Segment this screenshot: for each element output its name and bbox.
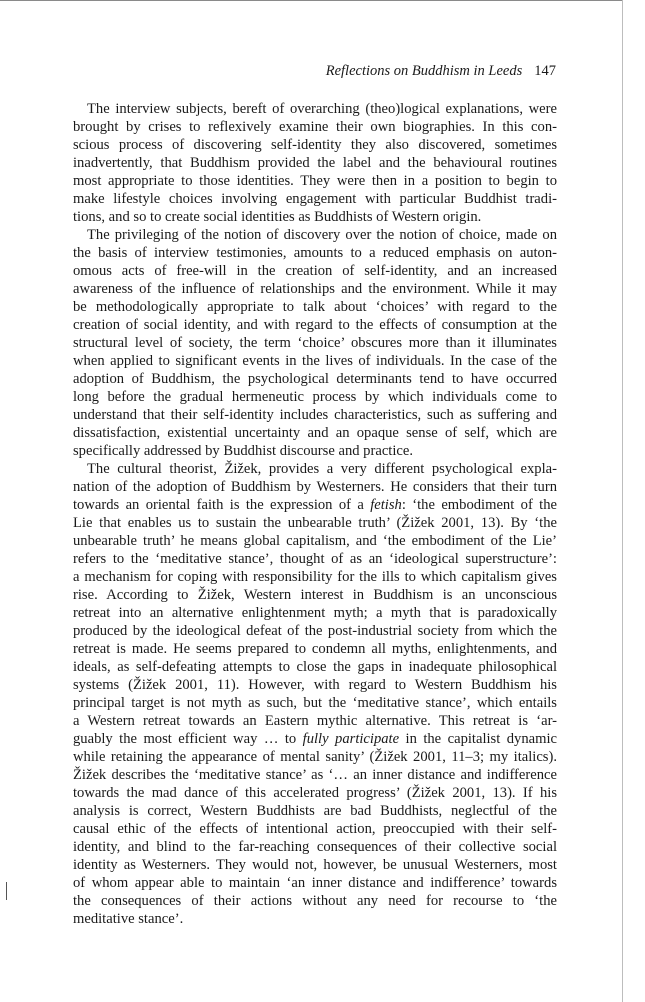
text-line: understand that their self-identity includes characteristics, such as suffering and xyxy=(73,407,557,423)
running-header xyxy=(74,62,556,80)
body-text xyxy=(73,100,557,928)
text-line: rise. According to Žižek, Western interest in Buddhism is an unconscious xyxy=(73,587,557,603)
text-line: analysis is correct, Western Buddhists are bad Buddhists, neglectful of the xyxy=(73,803,557,819)
text-line: scious process of discovering self-identity they also discovered, sometimes xyxy=(73,137,557,153)
text-line: Žižek describes the ‘meditative stance’ as ‘… an inner distance and indifference xyxy=(73,767,557,783)
text-line: a Western retreat towards an Eastern mythic alternative. This retreat is ‘ar- xyxy=(73,713,557,729)
text-line: a mechanism for coping with responsibility for the ills to which capitalism gives xyxy=(73,569,557,585)
text-line: The interview subjects, bereft of overarching (theo)logical explanations, were xyxy=(87,101,557,117)
text-line: The privileging of the notion of discovery over the notion of choice, made on xyxy=(87,227,557,243)
text-line: adoption of Buddhism, the psychological determinants tend to have occurred xyxy=(73,371,557,387)
text-line: unbearable truth’ he means global capitalism, and ‘the embodiment of the Lie’ xyxy=(73,533,557,549)
text-line: long before the gradual hermeneutic process by which individuals come to xyxy=(73,389,557,405)
paragraph xyxy=(73,226,557,460)
text-line: the consequences of their actions without any need for recourse to ‘the xyxy=(73,893,557,909)
text-line: awareness of the influence of relationships and the environment. While it may xyxy=(73,281,557,297)
text-line: the basis of interview testimonies, amounts to a reduced emphasis on auton- xyxy=(73,245,557,261)
text-line: identity as Westerners. They would not, however, be unusual Westerners, most xyxy=(73,857,557,873)
text-line: causal ethic of the effects of intentional action, preoccupied with their self- xyxy=(73,821,557,837)
text-line: retreat into an alternative enlightenment myth; a myth that is paradoxically xyxy=(73,605,557,621)
text-line: creation of social identity, and with regard to the effects of consumption at the xyxy=(73,317,557,333)
paragraph xyxy=(73,100,557,226)
text-line: inadvertently, that Buddhism provided the label and the behavioural routines xyxy=(73,155,557,171)
text-line: guably the most efficient way … to fully participate in the capitalist dynamic xyxy=(73,731,557,747)
text-line: ideals, as self-defeating attempts to close the gaps in inadequate philosophical xyxy=(73,659,557,675)
text-line: omous acts of free-will in the creation of self-identity, and an increased xyxy=(73,263,557,279)
text-line: refers to the ‘meditative stance’, thought of as an ‘ideological superstructure’: xyxy=(73,551,557,567)
text-line: specifically addressed by Buddhist discourse and practice. xyxy=(73,443,414,459)
text-line: nation of the adoption of Buddhism by Westerners. He considers that their turn xyxy=(73,479,557,495)
text-line: most appropriate to those identities. They were then in a position to begin to xyxy=(73,173,557,189)
text-line: brought by crises to reflexively examine their own biographies. In this con- xyxy=(73,119,557,135)
text-line: identity, and blind to the far-reaching consequences of their collective social xyxy=(73,839,557,855)
right-edge-rule xyxy=(622,0,623,1002)
text-line: principal target is not myth as such, but the ‘meditative stance’, which entails xyxy=(73,695,557,711)
text-line: while retaining the appearance of mental sanity’ (Žižek 2001, 11–3; my italics). xyxy=(73,749,557,765)
margin-mark xyxy=(6,882,7,900)
text-line: Lie that enables us to sustain the unbearable truth’ (Žižek 2001, 13). By ‘the xyxy=(73,515,557,531)
text-line: retreat is made. He seems prepared to condemn all myths, enlightenments, and xyxy=(73,641,557,657)
paragraph xyxy=(73,460,557,928)
running-title: Reflections on Buddhism in Leeds xyxy=(325,63,523,79)
text-line: systems (Žižek 2001, 11). However, with regard to Western Buddhism his xyxy=(73,677,557,693)
text-line: tions, and so to create social identities as Buddhists of Western origin. xyxy=(73,209,482,225)
text-line: meditative stance’. xyxy=(73,911,184,927)
text-line: towards the mad dance of this accelerated progress’ (Žižek 2001, 13). If his xyxy=(73,785,557,801)
text-line: make lifestyle choices involving engagement with particular Buddhist tradi- xyxy=(73,191,557,207)
page-number: 147 xyxy=(534,63,556,79)
text-line: be methodologically appropriate to talk about ‘choices’ with regard to the xyxy=(73,299,557,315)
italic-term: fetish xyxy=(370,497,402,513)
top-edge-rule xyxy=(0,0,622,1)
text-line: towards an oriental faith is the expression of a fetish: ‘the embodiment of the xyxy=(73,497,557,513)
text-line: of whom appear able to maintain ‘an inner distance and indifference’ towards xyxy=(73,875,557,891)
text-line: produced by the ideological defeat of the post-industrial society from which the xyxy=(73,623,557,639)
text-line: when applied to significant events in the lives of individuals. In the case of the xyxy=(73,353,557,369)
text-line: dissatisfaction, existential uncertainty and an opaque sense of self, which are xyxy=(73,425,557,441)
italic-term: fully participate xyxy=(302,731,400,747)
text-line: structural level of society, the term ‘choice’ obscures more than it illuminates xyxy=(73,335,557,351)
text-line: The cultural theorist, Žižek, provides a very different psychological expla- xyxy=(87,461,557,477)
